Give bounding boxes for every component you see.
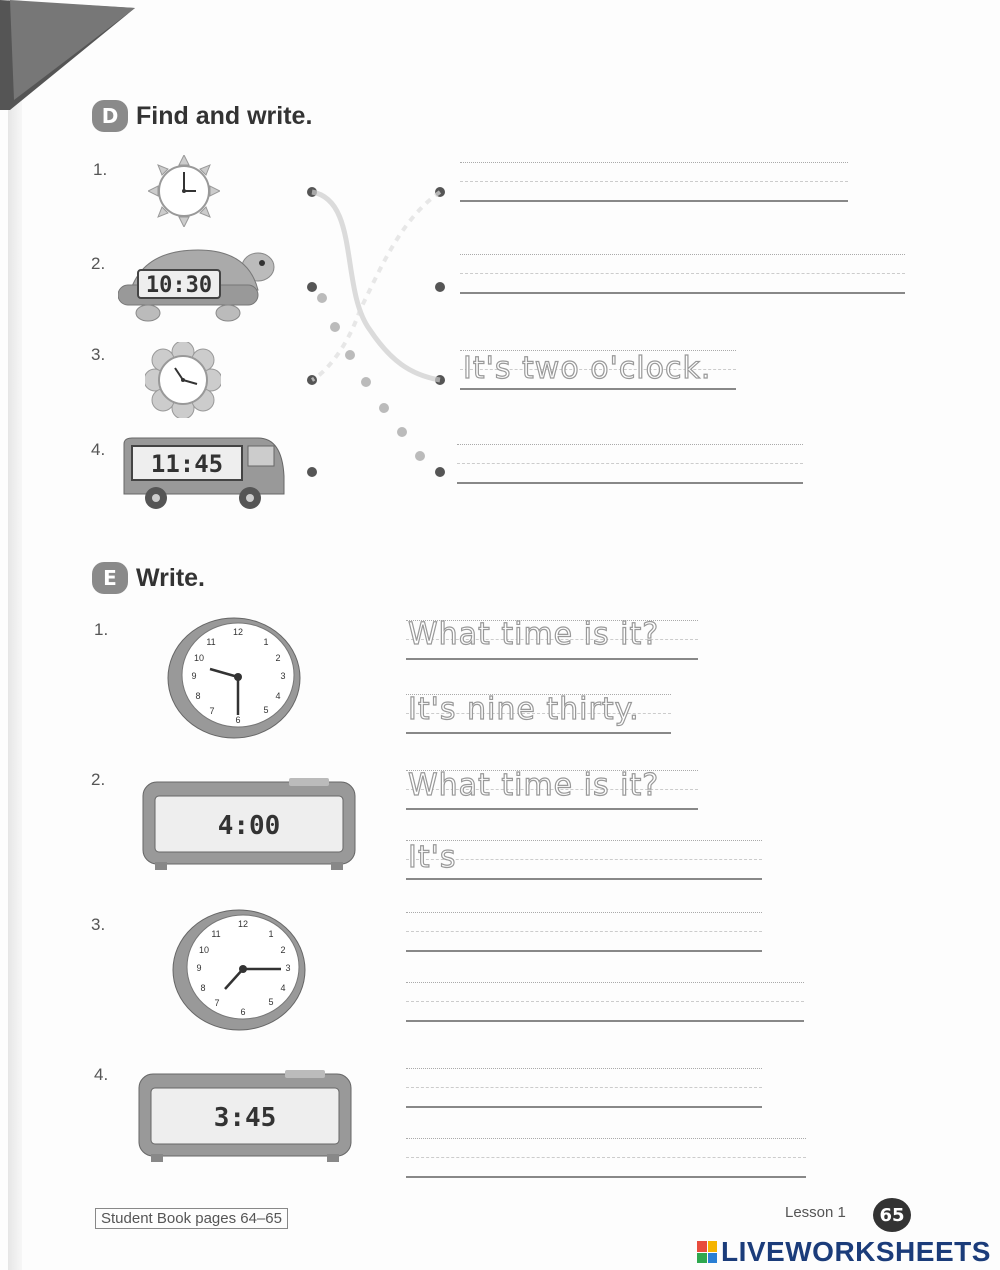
svg-text:7: 7 — [214, 998, 220, 1008]
svg-text:5: 5 — [268, 997, 274, 1007]
turtle-clock-display: 10:30 — [145, 273, 213, 298]
svg-text:9: 9 — [191, 671, 197, 681]
svg-text:12: 12 — [237, 919, 249, 929]
page-binding-shadow — [8, 0, 22, 1270]
svg-text:5: 5 — [263, 705, 269, 715]
d-answer-lines-2[interactable] — [460, 254, 905, 298]
page-corner-shadow — [0, 0, 135, 110]
svg-text:10: 10 — [193, 653, 205, 663]
section-e-badge: E — [92, 562, 128, 594]
bus-clock-display: 11:45 — [150, 450, 224, 478]
matching-lines — [300, 180, 450, 480]
svg-text:9: 9 — [196, 963, 202, 973]
e3-answer-lines[interactable] — [406, 982, 804, 1026]
section-e-title: Write. — [136, 563, 205, 592]
analog-clock-icon — [166, 615, 302, 739]
d-answer-lines-4[interactable] — [457, 444, 803, 488]
e4-question-lines[interactable] — [406, 1068, 762, 1112]
svg-text:7: 7 — [209, 706, 215, 716]
svg-text:11: 11 — [211, 929, 221, 939]
e-item-4-number: 4. — [94, 1065, 109, 1084]
section-d-badge: D — [92, 100, 128, 132]
svg-text:8: 8 — [195, 691, 201, 701]
student-book-reference: Student Book pages 64–65 — [95, 1208, 288, 1229]
d-answer-example: It's two o'clock. — [463, 351, 712, 386]
svg-text:3: 3 — [280, 671, 286, 681]
e4-answer-lines[interactable] — [406, 1138, 806, 1182]
section-e-header — [92, 562, 205, 594]
e2-answer-start: It's — [408, 840, 457, 875]
d-item-2-number: 2. — [91, 254, 106, 273]
svg-text:12: 12 — [232, 627, 244, 637]
e-item-1-number: 1. — [94, 620, 109, 639]
liveworksheets-logo-icon — [697, 1241, 717, 1263]
svg-text:6: 6 — [240, 1007, 246, 1017]
section-d-title: Find and write. — [136, 101, 313, 130]
digital-clock-icon — [137, 1070, 353, 1166]
e1-answer: It's nine thirty. — [408, 692, 640, 727]
digital-clock-icon — [141, 778, 357, 874]
d-answer-lines-1[interactable] — [460, 162, 848, 206]
d-item-1-number: 1. — [93, 160, 108, 179]
svg-text:4: 4 — [275, 691, 281, 701]
liveworksheets-logo — [697, 1236, 991, 1268]
e2-answer-lines[interactable] — [406, 840, 762, 884]
turtle-clock-icon — [118, 245, 278, 323]
svg-text:10: 10 — [198, 945, 210, 955]
e-item-2-number: 2. — [91, 770, 106, 789]
svg-text:8: 8 — [200, 983, 206, 993]
e2-question: What time is it? — [408, 768, 660, 803]
svg-text:6: 6 — [235, 715, 241, 725]
lesson-label: Lesson 1 — [785, 1204, 846, 1221]
digital-clock-display-1: 4:00 — [217, 811, 281, 841]
flower-clock-icon — [145, 342, 221, 418]
svg-text:1: 1 — [263, 637, 269, 647]
e3-question-lines[interactable] — [406, 912, 762, 956]
svg-text:11: 11 — [206, 637, 216, 647]
analog-clock-icon — [171, 907, 307, 1031]
svg-text:4: 4 — [280, 983, 286, 993]
svg-text:2: 2 — [275, 653, 281, 663]
svg-text:3: 3 — [285, 963, 291, 973]
svg-text:1: 1 — [268, 929, 274, 939]
d-item-4-number: 4. — [91, 440, 106, 459]
d-item-3-number: 3. — [91, 345, 106, 364]
section-d-header — [92, 100, 312, 132]
e1-question: What time is it? — [408, 617, 660, 652]
liveworksheets-brand-text: LIVEWORKSHEETS — [721, 1236, 991, 1267]
svg-text:2: 2 — [280, 945, 286, 955]
digital-clock-display-2: 3:45 — [213, 1103, 277, 1133]
e-item-3-number: 3. — [91, 915, 106, 934]
bus-clock-icon — [118, 436, 286, 512]
sun-clock-icon — [148, 155, 220, 227]
page-number-badge: 65 — [873, 1198, 911, 1232]
